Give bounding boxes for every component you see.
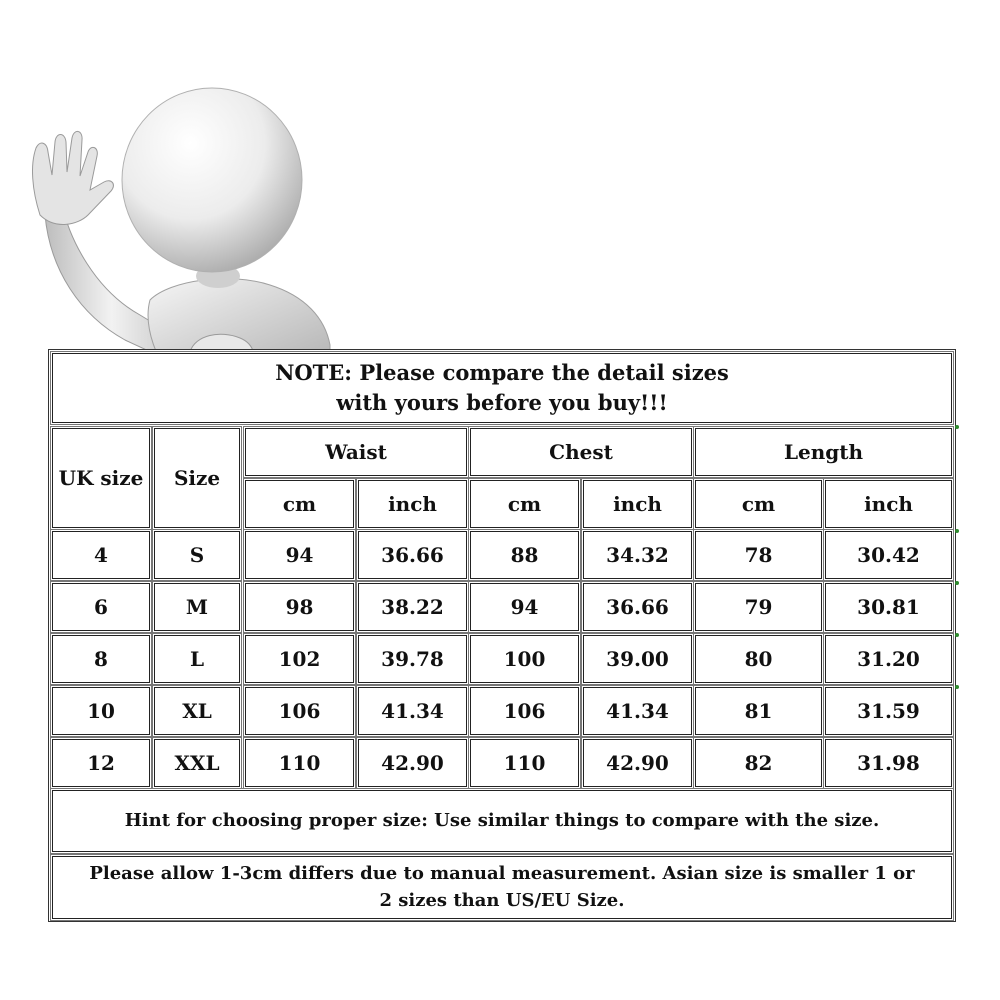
cell-length-cm: 81: [695, 687, 822, 735]
cell-chest-inch: 41.34: [583, 687, 692, 735]
figure-hand: [33, 131, 114, 224]
figure-torso: [148, 279, 330, 360]
cell-length-cm: 79: [695, 583, 822, 631]
cell-length-cm: 78: [695, 531, 822, 579]
cell-size: M: [154, 583, 240, 631]
cell-chest-cm: 94: [470, 583, 579, 631]
allowance-cell: Please allow 1-3cm differs due to manual measurement. Asian size is smaller 1 or 2 sizes than US/EU Size.: [52, 856, 952, 919]
edge-marker: [955, 529, 959, 533]
header-chest: Chest: [470, 428, 692, 476]
edge-marker: [955, 633, 959, 637]
cell-uk-size: 10: [52, 687, 150, 735]
unit-waist-inch: inch: [358, 480, 467, 528]
header-size: Size: [154, 428, 240, 528]
header-uk-size: UK size: [52, 428, 150, 528]
cell-waist-inch: 36.66: [358, 531, 467, 579]
unit-length-cm: cm: [695, 480, 822, 528]
cell-length-inch: 30.42: [825, 531, 952, 579]
cell-length-inch: 31.98: [825, 739, 952, 787]
cell-length-inch: 31.59: [825, 687, 952, 735]
cell-waist-cm: 94: [245, 531, 354, 579]
cell-length-inch: 30.81: [825, 583, 952, 631]
unit-waist-cm: cm: [245, 480, 354, 528]
size-chart-table: [48, 349, 956, 922]
figure-arm: [45, 205, 178, 360]
cell-waist-inch: 39.78: [358, 635, 467, 683]
edge-marker: [955, 685, 959, 689]
cell-size: L: [154, 635, 240, 683]
cell-chest-cm: 110: [470, 739, 579, 787]
cell-size: S: [154, 531, 240, 579]
hint-cell: Hint for choosing proper size: Use similar things to compare with the size.: [52, 790, 952, 852]
cell-chest-cm: 88: [470, 531, 579, 579]
note-line-1: NOTE: Please compare the detail sizes: [275, 359, 729, 385]
unit-chest-inch: inch: [583, 480, 692, 528]
cell-waist-cm: 110: [245, 739, 354, 787]
unit-length-inch: inch: [825, 480, 952, 528]
header-length: Length: [695, 428, 952, 476]
cell-chest-inch: 34.32: [583, 531, 692, 579]
cell-waist-cm: 102: [245, 635, 354, 683]
note-cell: [52, 353, 952, 423]
cell-uk-size: 4: [52, 531, 150, 579]
edge-marker: [955, 581, 959, 585]
cell-uk-size: 8: [52, 635, 150, 683]
cell-waist-inch: 42.90: [358, 739, 467, 787]
note-line-2: with yours before you buy!!!: [336, 390, 668, 415]
cell-waist-cm: 98: [245, 583, 354, 631]
cell-size: XXL: [154, 739, 240, 787]
cell-chest-cm: 100: [470, 635, 579, 683]
cell-uk-size: 6: [52, 583, 150, 631]
cell-waist-inch: 41.34: [358, 687, 467, 735]
cell-size: XL: [154, 687, 240, 735]
cell-waist-cm: 106: [245, 687, 354, 735]
cell-chest-inch: 39.00: [583, 635, 692, 683]
figure-head: [122, 88, 302, 272]
cell-uk-size: 12: [52, 739, 150, 787]
cell-chest-inch: 42.90: [583, 739, 692, 787]
cell-length-cm: 80: [695, 635, 822, 683]
header-waist: Waist: [245, 428, 467, 476]
cell-waist-inch: 38.22: [358, 583, 467, 631]
cell-chest-cm: 106: [470, 687, 579, 735]
cell-length-inch: 31.20: [825, 635, 952, 683]
unit-chest-cm: cm: [470, 480, 579, 528]
cell-length-cm: 82: [695, 739, 822, 787]
cell-chest-inch: 36.66: [583, 583, 692, 631]
edge-marker: [955, 425, 959, 429]
